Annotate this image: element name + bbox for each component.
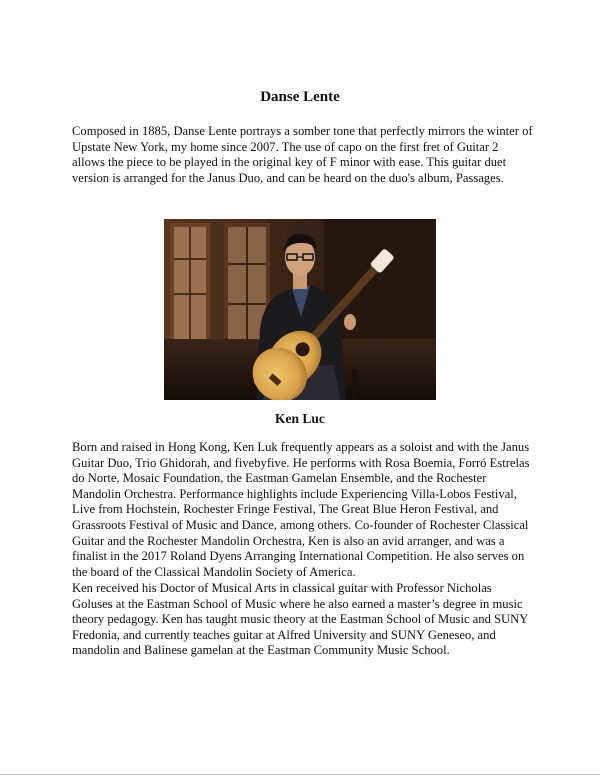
photo-caption: Ken Luc <box>275 411 325 426</box>
page-title: Danse Lente <box>260 89 340 105</box>
intro-paragraph: Composed in 1885, Danse Lente portrays a somber tone that perfectly mirrors the winter of Upstate New York, my home since 2007. The use of capo on the first fret of Guitar 2 allows the piece to be played in the original key of F minor with ease. This guitar duet version is arranged for the Janus Duo, and can be heard on the duo's album, Passages. <box>72 124 533 185</box>
bio-paragraph-1: Born and raised in Hong Kong, Ken Luk frequently appears as a soloist and with the Janus Guitar Duo, Trio Ghidorah, and fivebyfive. He performs with Rosa Boemia, Forró Estrelas do Norte, Mosaic Foundation, the Eastman Gamelan Ensemble, and the Rochester Mandolin Orchestra. Performance highlights include Experiencing Villa-Lobos Festival, Live from Hochstein, Rochester Fringe Festival, The Great Blue Heron Festival, and Grassroots Festival of Music and Dance, among others. Co-founder of Rochester Classical Guitar and the Rochester Mandolin Orchestra, Ken is also an avid arranger, and was a finalist in the 2017 Roland Dyens Arranging International Competition. He also serves on the board of the Classical Mandolin Society of America. <box>72 440 530 579</box>
performer-photo <box>164 219 436 400</box>
bio-paragraph-2: Ken received his Doctor of Musical Arts in classical guitar with Professor Nicholas Goluses at the Eastman School of Music where he also earned a master’s degree in music theory pedagogy. Ken has taught music theory at the Eastman School of Music and SUNY Fredonia, and currently teaches guitar at Alfred University and SUNY Geneseo, and mandolin and Balinese gamelan at the Eastman Community Music School. <box>72 581 528 658</box>
page-bottom-rule <box>0 774 600 775</box>
